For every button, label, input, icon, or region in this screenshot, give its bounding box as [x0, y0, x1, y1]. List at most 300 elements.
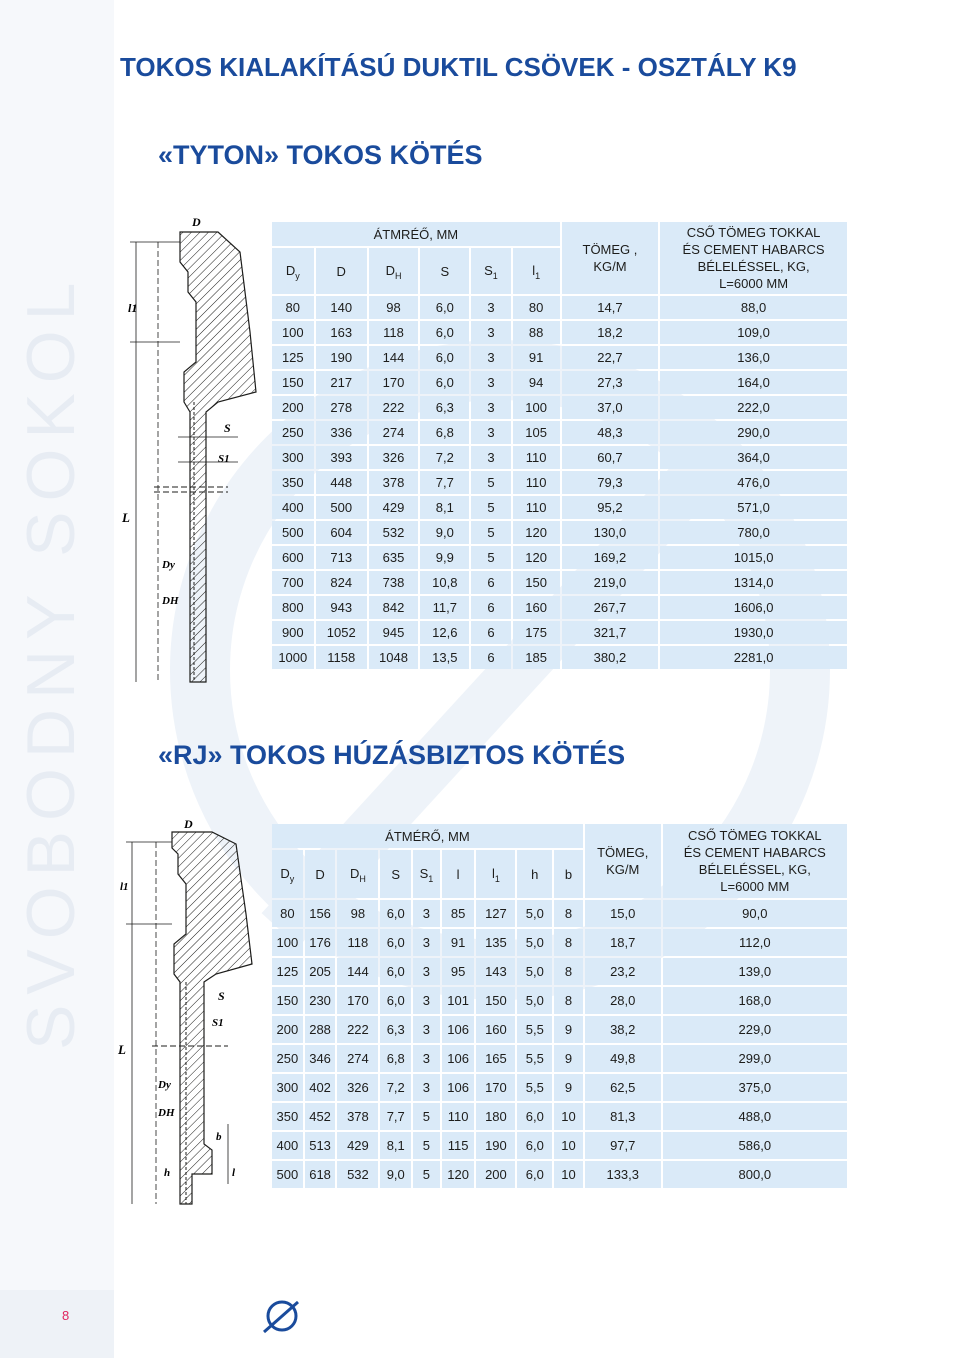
tyton-table-cell: 3	[471, 446, 510, 469]
rj-dim-label-l: l	[232, 1167, 236, 1179]
tyton-table-cell: 3	[471, 421, 510, 444]
rj-col-header-symbol: l	[491, 865, 495, 881]
rj-table-cell: 10	[554, 1132, 583, 1159]
tyton-table-cell: 943	[316, 596, 367, 619]
tyton-table-cell: 6,8	[420, 421, 469, 444]
tyton-table-cell: 400	[272, 496, 314, 519]
tyton-table-cell: 1158	[316, 646, 367, 669]
tyton-table-cell: 380,2	[562, 646, 658, 669]
rj-col-header-symbol: l	[456, 866, 460, 882]
rj-table-cell: 15,0	[585, 900, 661, 927]
rj-table-cell: 3	[413, 1016, 440, 1043]
tyton-table-cell: 190	[316, 346, 367, 369]
rj-table-cell: 400	[272, 1132, 303, 1159]
rj-table-cell: 176	[305, 929, 336, 956]
tyton-table-cell: 91	[513, 346, 560, 369]
rj-table-cell: 200	[476, 1161, 515, 1188]
rj-header-total-line4: L=6000 MM	[720, 879, 790, 894]
rj-table-cell: 170	[337, 987, 378, 1014]
tyton-col-header-subscript: 1	[535, 270, 541, 281]
tyton-table-cell: 222,0	[660, 396, 847, 419]
tyton-table-cell: 140	[316, 296, 367, 319]
rj-dim-label-S: S	[218, 989, 225, 1003]
tyton-table-cell: 150	[272, 371, 314, 394]
tyton-table-cell: 9,0	[420, 521, 469, 544]
rj-table-cell: 160	[476, 1016, 515, 1043]
tyton-table-cell: 79,3	[562, 471, 658, 494]
tyton-table-cell: 88	[513, 321, 560, 344]
tyton-table-cell: 500	[272, 521, 314, 544]
tyton-table-cell: 100	[513, 396, 560, 419]
tyton-table-cell: 130,0	[562, 521, 658, 544]
tyton-table-cell: 6,3	[420, 396, 469, 419]
rj-table-cell: 100	[272, 929, 303, 956]
rj-table-cell: 6,0	[380, 987, 411, 1014]
rj-table-cell: 288	[305, 1016, 336, 1043]
rj-header-group-diameter: ÁTMÉRŐ, MM	[272, 824, 583, 848]
tyton-table-cell: 6,0	[420, 346, 469, 369]
rj-table-cell: 139,0	[663, 958, 847, 985]
tyton-table-cell: 274	[369, 421, 418, 444]
tyton-table-cell: 11,7	[420, 596, 469, 619]
tyton-col-header-symbol: D	[336, 263, 346, 279]
tyton-table-cell: 150	[513, 571, 560, 594]
rj-table-row	[272, 1132, 847, 1159]
rj-header-weight-line1: TÖMEG,	[597, 845, 649, 860]
rj-table-cell: 5,5	[517, 1045, 552, 1072]
tyton-table-cell: 144	[369, 346, 418, 369]
rj-table-cell: 81,3	[585, 1103, 661, 1130]
tyton-table-cell: 571,0	[660, 496, 847, 519]
tyton-table-row	[272, 446, 847, 469]
rj-table-cell: 452	[305, 1103, 336, 1130]
tyton-table-cell: 300	[272, 446, 314, 469]
rj-header-weight-line2: KG/M	[606, 862, 640, 877]
tyton-table-cell: 110	[513, 496, 560, 519]
tyton-col-header-symbol: l	[532, 262, 536, 278]
tyton-table-cell: 5	[471, 496, 510, 519]
rj-table-cell: 10	[554, 1161, 583, 1188]
tyton-table-cell: 88,0	[660, 296, 847, 319]
rj-col-header	[380, 850, 411, 898]
tyton-col-header-symbol: D	[385, 262, 395, 278]
section-title-rj: «RJ» TOKOS HÚZÁSBIZTOS KÖTÉS	[158, 740, 626, 770]
rj-col-header-subscript: 1	[428, 873, 434, 884]
tyton-table-cell: 48,3	[562, 421, 658, 444]
tyton-table-cell: 321,7	[562, 621, 658, 644]
rj-table-cell: 90,0	[663, 900, 847, 927]
rj-table-cell: 6,0	[517, 1132, 552, 1159]
rj-header-total-line3: BÉLELÉSSEL, KG,	[698, 862, 811, 877]
tyton-table-cell: 1048	[369, 646, 418, 669]
rj-table-cell: 800,0	[663, 1161, 847, 1188]
tyton-table-cell: 185	[513, 646, 560, 669]
rj-table-cell: 375,0	[663, 1074, 847, 1101]
rj-table-cell: 150	[272, 987, 303, 1014]
rj-table-cell: 6,0	[517, 1103, 552, 1130]
rj-table-cell: 3	[413, 1074, 440, 1101]
tyton-spec-table	[270, 220, 849, 671]
rj-spec-table	[270, 822, 849, 1190]
tyton-table-row	[272, 496, 847, 519]
rj-table-cell: 5	[413, 1103, 440, 1130]
rj-table-cell: 144	[337, 958, 378, 985]
tyton-table-cell: 6	[471, 596, 510, 619]
tyton-table-cell: 105	[513, 421, 560, 444]
tyton-table-cell: 18,2	[562, 321, 658, 344]
rj-table-cell: 5,5	[517, 1016, 552, 1043]
rj-table-cell: 95	[442, 958, 475, 985]
sidebar-footer-band	[0, 1290, 114, 1358]
rj-col-header-subscript: 1	[494, 873, 500, 884]
vertical-brand-text: SVOBODNY SOKOL	[13, 272, 89, 1050]
tyton-table-row	[272, 346, 847, 369]
tyton-table-cell: 378	[369, 471, 418, 494]
sokol-logo-icon	[262, 1296, 302, 1336]
tyton-table-cell: 700	[272, 571, 314, 594]
tyton-table-cell: 160	[513, 596, 560, 619]
rj-table-cell: 299,0	[663, 1045, 847, 1072]
rj-table-cell: 97,7	[585, 1132, 661, 1159]
rj-table-row	[272, 1045, 847, 1072]
tyton-table-cell: 27,3	[562, 371, 658, 394]
tyton-table-cell: 1015,0	[660, 546, 847, 569]
tyton-table-cell: 163	[316, 321, 367, 344]
tyton-table-row	[272, 546, 847, 569]
tyton-table-row	[272, 521, 847, 544]
tyton-table-cell: 250	[272, 421, 314, 444]
rj-table-cell: 9,0	[380, 1161, 411, 1188]
rj-table-cell: 5,5	[517, 1074, 552, 1101]
dim-label-l1: l1	[128, 301, 138, 315]
tyton-table-cell: 3	[471, 371, 510, 394]
rj-table-cell: 115	[442, 1132, 475, 1159]
rj-col-header-symbol: h	[531, 866, 539, 882]
rj-table-cell: 618	[305, 1161, 336, 1188]
rj-table-row	[272, 958, 847, 985]
tyton-table-cell: 738	[369, 571, 418, 594]
rj-col-header-subscript: H	[359, 873, 366, 884]
tyton-table-cell: 1000	[272, 646, 314, 669]
rj-table-cell: 8	[554, 987, 583, 1014]
rj-table-cell: 429	[337, 1132, 378, 1159]
rj-table-cell: 205	[305, 958, 336, 985]
tyton-table-cell: 8,1	[420, 496, 469, 519]
rj-col-header	[413, 850, 440, 898]
rj-dim-label-D: D	[184, 817, 193, 831]
rj-table-cell: 3	[413, 1045, 440, 1072]
tyton-table-cell: 14,7	[562, 296, 658, 319]
tyton-table-cell: 945	[369, 621, 418, 644]
tyton-table-row	[272, 621, 847, 644]
rj-table-cell: 98	[337, 900, 378, 927]
tyton-table-cell: 532	[369, 521, 418, 544]
rj-table-cell: 110	[442, 1103, 475, 1130]
tyton-col-header	[272, 248, 314, 294]
rj-table-cell: 6,0	[380, 958, 411, 985]
rj-table-cell: 120	[442, 1161, 475, 1188]
tyton-table-cell: 95,2	[562, 496, 658, 519]
tyton-table-cell: 6,0	[420, 321, 469, 344]
tyton-table-cell: 500	[316, 496, 367, 519]
rj-table-cell: 125	[272, 958, 303, 985]
tyton-table-cell: 713	[316, 546, 367, 569]
tyton-col-header	[369, 248, 418, 294]
rj-table-cell: 250	[272, 1045, 303, 1072]
rj-table-cell: 5	[413, 1132, 440, 1159]
header-weight	[562, 222, 658, 294]
rj-table-cell: 532	[337, 1161, 378, 1188]
rj-table-cell: 274	[337, 1045, 378, 1072]
tyton-table-cell: 3	[471, 346, 510, 369]
tyton-table-cell: 3	[471, 396, 510, 419]
rj-table-cell: 200	[272, 1016, 303, 1043]
tyton-table-cell: 175	[513, 621, 560, 644]
rj-table-cell: 62,5	[585, 1074, 661, 1101]
tyton-table-row	[272, 321, 847, 344]
rj-table-cell: 150	[476, 987, 515, 1014]
rj-table-cell: 180	[476, 1103, 515, 1130]
tyton-table-cell: 3	[471, 321, 510, 344]
rj-col-header-symbol: D	[280, 865, 290, 881]
tyton-table-cell: 110	[513, 471, 560, 494]
rj-dim-label-h: h	[164, 1167, 171, 1179]
tyton-table-cell: 429	[369, 496, 418, 519]
rj-table-cell: 156	[305, 900, 336, 927]
rj-dim-label-DH: DH	[158, 1107, 175, 1119]
tyton-table-cell: 94	[513, 371, 560, 394]
tyton-table-cell: 1052	[316, 621, 367, 644]
rj-table-row	[272, 1103, 847, 1130]
tyton-table-cell: 80	[513, 296, 560, 319]
tyton-table-cell: 120	[513, 521, 560, 544]
header-total-line1: CSŐ TÖMEG TOKKAL	[686, 225, 821, 240]
rj-col-header-symbol: b	[564, 866, 573, 882]
rj-dim-label-b: b	[216, 1131, 222, 1143]
tyton-table-cell: 5	[471, 471, 510, 494]
rj-table-cell: 3	[413, 958, 440, 985]
rj-dim-label-Dy: Dy	[158, 1079, 171, 1091]
rj-table-cell: 402	[305, 1074, 336, 1101]
rj-col-header-subscript: y	[289, 873, 295, 884]
tyton-table-cell: 110	[513, 446, 560, 469]
tyton-table-cell: 900	[272, 621, 314, 644]
section-title-tyton: «TYTON» TOKOS KÖTÉS	[158, 140, 483, 170]
page-title: TOKOS KIALAKÍTÁSÚ DUKTIL CSÖVEK - OSZTÁLY K9	[120, 52, 797, 82]
tyton-table-cell: 9,9	[420, 546, 469, 569]
page-number: 8	[62, 1308, 70, 1323]
tyton-table-cell: 80	[272, 296, 314, 319]
rj-header-weight	[585, 824, 661, 898]
dim-label-Dy: Dy	[162, 559, 175, 571]
rj-table-cell: 106	[442, 1074, 475, 1101]
rj-table-cell: 500	[272, 1161, 303, 1188]
rj-col-header	[272, 850, 303, 898]
header-total-line3: BÉLELÉSSEL, KG,	[697, 259, 810, 274]
tyton-col-header	[420, 248, 469, 294]
rj-table-row	[272, 987, 847, 1014]
tyton-table-cell: 109,0	[660, 321, 847, 344]
tyton-table-cell: 37,0	[562, 396, 658, 419]
rj-table-cell: 3	[413, 987, 440, 1014]
rj-table-cell: 326	[337, 1074, 378, 1101]
tyton-table-cell: 278	[316, 396, 367, 419]
tyton-table-cell: 326	[369, 446, 418, 469]
rj-table-cell: 5,0	[517, 929, 552, 956]
tyton-table-cell: 98	[369, 296, 418, 319]
rj-table-cell: 5,0	[517, 987, 552, 1014]
tyton-table-cell: 3	[471, 296, 510, 319]
tyton-table-cell: 6	[471, 646, 510, 669]
tyton-table-cell: 267,7	[562, 596, 658, 619]
rj-table-cell: 135	[476, 929, 515, 956]
rj-table-cell: 378	[337, 1103, 378, 1130]
rj-col-header-symbol: S	[391, 866, 401, 882]
tyton-table-cell: 5	[471, 521, 510, 544]
tyton-table-cell: 200	[272, 396, 314, 419]
rj-table-cell: 346	[305, 1045, 336, 1072]
tyton-table-row	[272, 471, 847, 494]
tyton-table-cell: 824	[316, 571, 367, 594]
rj-col-header	[476, 850, 515, 898]
tyton-table-cell: 12,6	[420, 621, 469, 644]
tyton-table-row	[272, 371, 847, 394]
rj-table-cell: 9	[554, 1045, 583, 1072]
tyton-table-cell: 222	[369, 396, 418, 419]
tyton-table-cell: 635	[369, 546, 418, 569]
rj-col-header	[305, 850, 336, 898]
rj-table-cell: 488,0	[663, 1103, 847, 1130]
rj-table-cell: 8	[554, 900, 583, 927]
tyton-table-cell: 336	[316, 421, 367, 444]
tyton-table-cell: 290,0	[660, 421, 847, 444]
tyton-table-cell: 10,8	[420, 571, 469, 594]
tyton-table-cell: 217	[316, 371, 367, 394]
tyton-col-header-symbol: D	[285, 262, 296, 278]
tyton-table-cell: 219,0	[562, 571, 658, 594]
dim-label-L: L	[122, 510, 130, 525]
rj-table-cell: 9	[554, 1074, 583, 1101]
rj-table-cell: 6,8	[380, 1045, 411, 1072]
tyton-table-cell: 13,5	[420, 646, 469, 669]
rj-table-row	[272, 900, 847, 927]
header-total-line2: ÉS CEMENT HABARCS	[682, 242, 825, 257]
rj-table-cell: 38,2	[585, 1016, 661, 1043]
rj-header-total-line2: ÉS CEMENT HABARCS	[683, 845, 826, 860]
tyton-table-cell: 364,0	[660, 446, 847, 469]
rj-table-cell: 9	[554, 1016, 583, 1043]
rj-table-cell: 80	[272, 900, 303, 927]
tyton-table-cell: 393	[316, 446, 367, 469]
tyton-table-cell: 118	[369, 321, 418, 344]
rj-table-cell: 8	[554, 929, 583, 956]
tyton-table-cell: 136,0	[660, 346, 847, 369]
rj-table-cell: 300	[272, 1074, 303, 1101]
tyton-table-row	[272, 421, 847, 444]
rj-header-total-line1: CSŐ TÖMEG TOKKAL	[687, 828, 822, 843]
tyton-table-cell: 6,0	[420, 296, 469, 319]
tyton-col-header-subscript: y	[295, 270, 300, 281]
tyton-table-cell: 1606,0	[660, 596, 847, 619]
rj-table-row	[272, 1074, 847, 1101]
tyton-table-cell: 476,0	[660, 471, 847, 494]
rj-table-cell: 5,0	[517, 900, 552, 927]
rj-col-header	[337, 850, 378, 898]
tyton-table-cell: 604	[316, 521, 367, 544]
tyton-table-cell: 448	[316, 471, 367, 494]
rj-col-header	[442, 850, 475, 898]
tyton-joint-diagram	[118, 212, 268, 692]
rj-table-cell: 6,0	[380, 929, 411, 956]
rj-table-cell: 85	[442, 900, 475, 927]
rj-table-cell: 91	[442, 929, 475, 956]
rj-table-cell: 5	[413, 1161, 440, 1188]
tyton-table-cell: 6	[471, 571, 510, 594]
rj-table-cell: 18,7	[585, 929, 661, 956]
rj-table-row	[272, 1161, 847, 1188]
tyton-table-cell: 120	[513, 546, 560, 569]
rj-table-cell: 6,0	[380, 900, 411, 927]
rj-col-header	[517, 850, 552, 898]
rj-table-cell: 7,7	[380, 1103, 411, 1130]
rj-table-cell: 101	[442, 987, 475, 1014]
tyton-table-cell: 5	[471, 546, 510, 569]
rj-table-cell: 49,8	[585, 1045, 661, 1072]
tyton-table-row	[272, 296, 847, 319]
rj-table-cell: 168,0	[663, 987, 847, 1014]
tyton-table-cell: 800	[272, 596, 314, 619]
tyton-col-header-subscript: 1	[492, 270, 498, 281]
rj-table-cell: 3	[413, 900, 440, 927]
rj-table-cell: 8,1	[380, 1132, 411, 1159]
rj-table-cell: 8	[554, 958, 583, 985]
rj-table-cell: 170	[476, 1074, 515, 1101]
rj-table-cell: 350	[272, 1103, 303, 1130]
tyton-table-cell: 100	[272, 321, 314, 344]
rj-table-cell: 230	[305, 987, 336, 1014]
tyton-table-cell: 6	[471, 621, 510, 644]
tyton-table-cell: 600	[272, 546, 314, 569]
rj-table-cell: 222	[337, 1016, 378, 1043]
rj-table-cell: 127	[476, 900, 515, 927]
rj-table-cell: 165	[476, 1045, 515, 1072]
rj-table-cell: 10	[554, 1103, 583, 1130]
rj-dim-label-S1: S1	[212, 1017, 224, 1029]
tyton-col-header-symbol: S	[440, 263, 450, 279]
tyton-col-header	[513, 248, 560, 294]
rj-table-cell: 513	[305, 1132, 336, 1159]
rj-table-cell: 28,0	[585, 987, 661, 1014]
tyton-table-cell: 842	[369, 596, 418, 619]
header-weight-line1: TÖMEG ,	[582, 242, 638, 257]
rj-dim-label-l1: l1	[120, 881, 129, 893]
tyton-table-cell: 7,2	[420, 446, 469, 469]
rj-joint-diagram	[112, 814, 272, 1214]
rj-table-row	[272, 1016, 847, 1043]
rj-col-header-symbol: D	[349, 865, 360, 881]
rj-table-cell: 586,0	[663, 1132, 847, 1159]
tyton-table-cell: 22,7	[562, 346, 658, 369]
rj-table-cell: 5,0	[517, 958, 552, 985]
tyton-table-cell: 350	[272, 471, 314, 494]
rj-table-cell: 6,0	[517, 1161, 552, 1188]
rj-table-cell: 118	[337, 929, 378, 956]
tyton-table-row	[272, 396, 847, 419]
rj-table-cell: 7,2	[380, 1074, 411, 1101]
rj-table-cell: 3	[413, 929, 440, 956]
tyton-table-cell: 7,7	[420, 471, 469, 494]
rj-table-cell: 106	[442, 1016, 475, 1043]
